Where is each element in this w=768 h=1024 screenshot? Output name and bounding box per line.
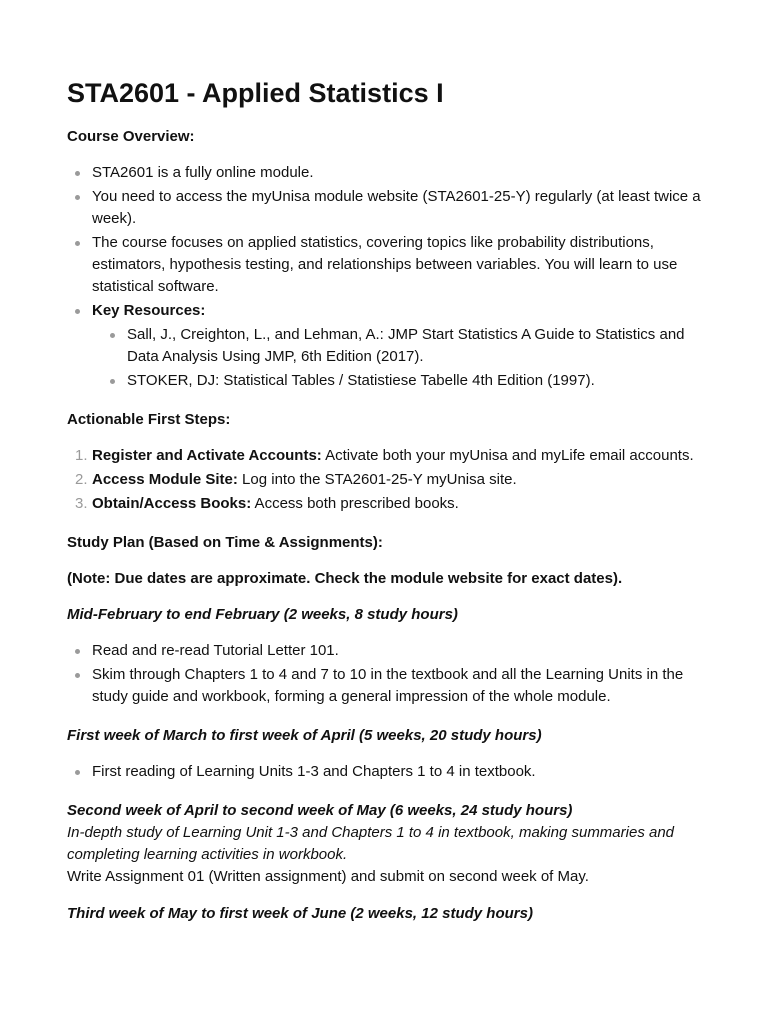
resource-item: Sall, J., Creighton, L., and Lehman, A.: JMP Start Statistics A Guide to Statistics and Data Analysis Using JMP, 6th Edition (2017). bbox=[102, 324, 708, 368]
period-list bbox=[67, 640, 708, 708]
list-item: Skim through Chapters 1 to 4 and 7 to 10 in the textbook and all the Learning Units in the study guide and workbook, forming a general impression of the whole module. bbox=[67, 664, 708, 708]
step-text: Activate both your myUnisa and myLife email accounts. bbox=[321, 447, 694, 464]
list-item: Read and re-read Tutorial Letter 101. bbox=[67, 640, 708, 662]
period-title: First week of March to first week of April (5 weeks, 20 study hours) bbox=[67, 727, 542, 744]
period-title: Third week of May to first week of June (2 weeks, 12 study hours) bbox=[67, 905, 533, 922]
step-text: Log into the STA2601-25-Y myUnisa site. bbox=[237, 471, 517, 488]
study-plan-heading: Study Plan (Based on Time & Assignments): bbox=[67, 534, 383, 551]
period-list bbox=[67, 761, 708, 783]
list-item bbox=[67, 300, 708, 392]
period-title: Second week of April to second week of May (6 weeks, 24 study hours) bbox=[67, 802, 573, 819]
resource-item: STOKER, DJ: Statistical Tables / Statistiese Tabelle 4th Edition (1997). bbox=[102, 370, 708, 392]
step-text: Access both prescribed books. bbox=[251, 495, 459, 512]
period-text: Write Assignment 01 (Written assignment) and submit on second week of May. bbox=[67, 868, 589, 885]
step-item bbox=[67, 469, 708, 491]
key-resources-label: Key Resources: bbox=[92, 302, 206, 319]
step-label: Access Module Site: bbox=[92, 471, 238, 488]
overview-heading: Course Overview: bbox=[67, 128, 195, 145]
step-item bbox=[67, 445, 708, 467]
list-item: You need to access the myUnisa module website (STA2601-25-Y) regularly (at least twice a week). bbox=[67, 186, 708, 230]
step-label: Register and Activate Accounts: bbox=[92, 447, 322, 464]
study-plan-note: (Note: Due dates are approximate. Check the module website for exact dates). bbox=[67, 570, 623, 587]
step-item bbox=[67, 493, 708, 515]
step-label: Obtain/Access Books: bbox=[92, 495, 252, 512]
page-title: STA2601 - Applied Statistics I bbox=[67, 78, 444, 108]
period-italic-text: In-depth study of Learning Unit 1-3 and Chapters 1 to 4 in textbook, making summaries and completing learning activities in workbook. bbox=[67, 824, 675, 863]
first-steps-list bbox=[67, 445, 708, 515]
overview-list bbox=[67, 162, 708, 392]
resources-list bbox=[102, 324, 708, 392]
list-item: STA2601 is a fully online module. bbox=[67, 162, 708, 184]
list-item: The course focuses on applied statistics, covering topics like probability distributions, estimators, hypothesis testing, and relationships between variables. You will learn to use statistical software. bbox=[67, 232, 708, 298]
first-steps-heading: Actionable First Steps: bbox=[67, 411, 231, 428]
period-title: Mid-February to end February (2 weeks, 8 study hours) bbox=[67, 606, 458, 623]
list-item: First reading of Learning Units 1-3 and Chapters 1 to 4 in textbook. bbox=[67, 761, 708, 783]
